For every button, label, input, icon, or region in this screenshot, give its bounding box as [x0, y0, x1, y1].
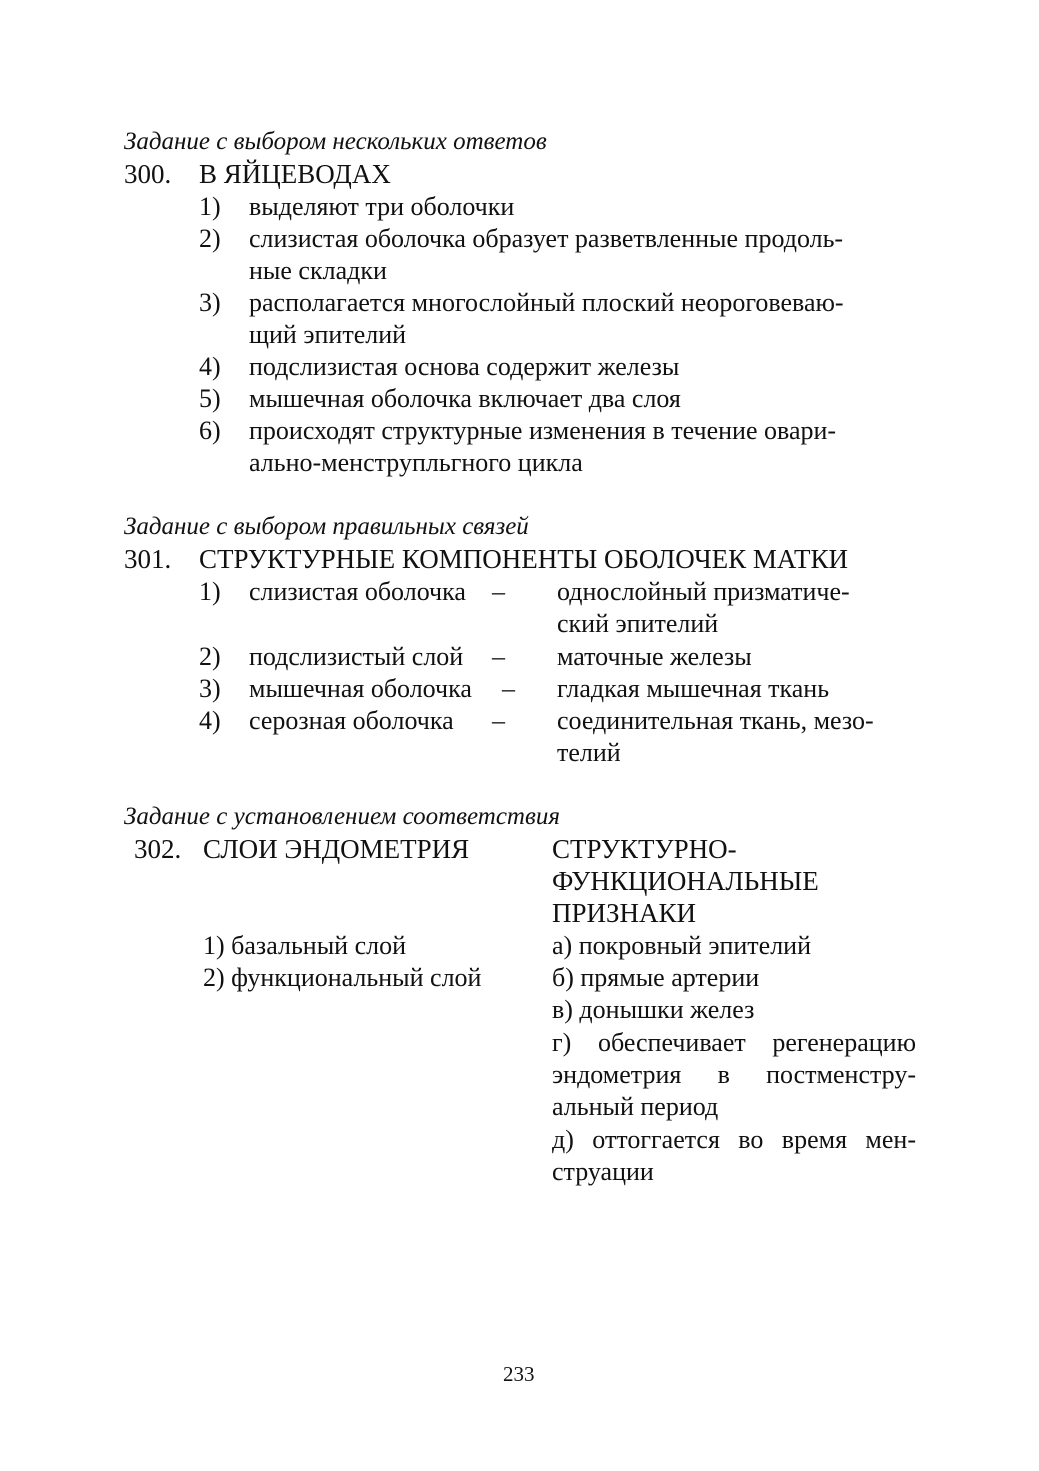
task-302-right-item-e: д) оттоггается во время мен- [552, 1125, 916, 1154]
task-300-item-2-num: 2) [199, 224, 221, 253]
task-301-number: 301. [124, 544, 172, 574]
task-302-right-title-line-2: ФУНКЦИОНАЛЬНЫЕ [552, 866, 819, 896]
task-302-right-item-a: а) покровный эпителий [552, 931, 812, 960]
task-301-item-2-left: подслизистый слой [249, 642, 464, 671]
task-302-right-item-d-cont: эндометрия в постменстру- [552, 1060, 916, 1089]
task-302-left-title: СЛОИ ЭНДОМЕТРИЯ [203, 834, 470, 864]
task-302-right-item-e-cont: струации [552, 1157, 654, 1186]
task-302-right-item-c: в) донышки желез [552, 995, 755, 1024]
page-number: 233 [503, 1362, 535, 1386]
task-302-number: 302. [134, 834, 182, 864]
task-301-item-4-right-cont: телий [557, 738, 621, 767]
task-301-item-3-num: 3) [199, 674, 221, 703]
task-301-item-3-left: мышечная оболочка [249, 674, 472, 703]
task-301-item-4-num: 4) [199, 706, 221, 735]
task-300-item-4-text: подслизистая основа содержит железы [249, 352, 680, 381]
task-300-item-3-num: 3) [199, 288, 221, 317]
task-302-right-item-d: г) обеспечивает регенерацию [552, 1028, 916, 1057]
task-301-item-1-dash: – [492, 577, 505, 606]
task-300-item-5-text: мышечная оболочка включает два слоя [249, 384, 681, 413]
task-301-item-4-dash: – [492, 706, 505, 735]
task-301-item-1-left: слизистая оболочка [249, 577, 466, 606]
task-302-right-item-d-cont-2: альный период [552, 1092, 719, 1121]
task-300-item-6-text: происходят структурные изменения в течение овари- [249, 416, 837, 445]
task-302-left-item-1: 1) базальный слой [203, 931, 407, 960]
task-301-item-3-right: гладкая мышечная ткань [557, 674, 830, 703]
task-301-item-4-left: серозная оболочка [249, 706, 454, 735]
task-300-item-5-num: 5) [199, 384, 221, 413]
task-302-right-title-line-1: СТРУКТУРНО- [552, 834, 737, 864]
task-302-right-title-line-3: ПРИЗНАКИ [552, 898, 697, 928]
task-302-type-label: Задание с установлением соответствия [124, 803, 560, 830]
task-300-item-2-text-cont: ные складки [249, 256, 387, 285]
task-301-type-label: Задание с выбором правильных связей [124, 513, 529, 540]
task-302-right-item-b: б) прямые артерии [552, 963, 760, 992]
task-301-item-1-right: однослойный призматиче- [557, 577, 850, 606]
task-301-item-2-dash: – [492, 642, 505, 671]
task-302-left-item-2: 2) функциональный слой [203, 963, 482, 992]
task-300-number: 300. [124, 159, 172, 189]
task-300-title: В ЯЙЦЕВОДАХ [199, 159, 391, 189]
task-300-item-3-text: располагается многослойный плоский неороговеваю- [249, 288, 844, 317]
task-300-item-6-num: 6) [199, 416, 221, 445]
task-301-item-2-right: маточные железы [557, 642, 752, 671]
task-301-item-2-num: 2) [199, 642, 221, 671]
task-300-item-2-text: слизистая оболочка образует разветвленные продоль- [249, 224, 844, 253]
task-300-item-4-num: 4) [199, 352, 221, 381]
task-300-item-1-num: 1) [199, 192, 221, 221]
task-301-item-1-right-cont: ский эпителий [557, 609, 719, 638]
task-300-item-3-text-cont: щий эпителий [249, 320, 407, 349]
task-300-item-1-text: выделяют три оболочки [249, 192, 515, 221]
task-301-title: СТРУКТУРНЫЕ КОМПОНЕНТЫ ОБОЛОЧЕК МАТКИ [199, 544, 849, 574]
task-300-item-6-text-cont: ально-менструпльгного цикла [249, 448, 583, 477]
task-301-item-4-right: соединительная ткань, мезо- [557, 706, 874, 735]
task-301-item-3-dash: – [502, 674, 515, 703]
task-301-item-1-num: 1) [199, 577, 221, 606]
task-300-type-label: Задание с выбором нескольких ответов [124, 128, 547, 155]
